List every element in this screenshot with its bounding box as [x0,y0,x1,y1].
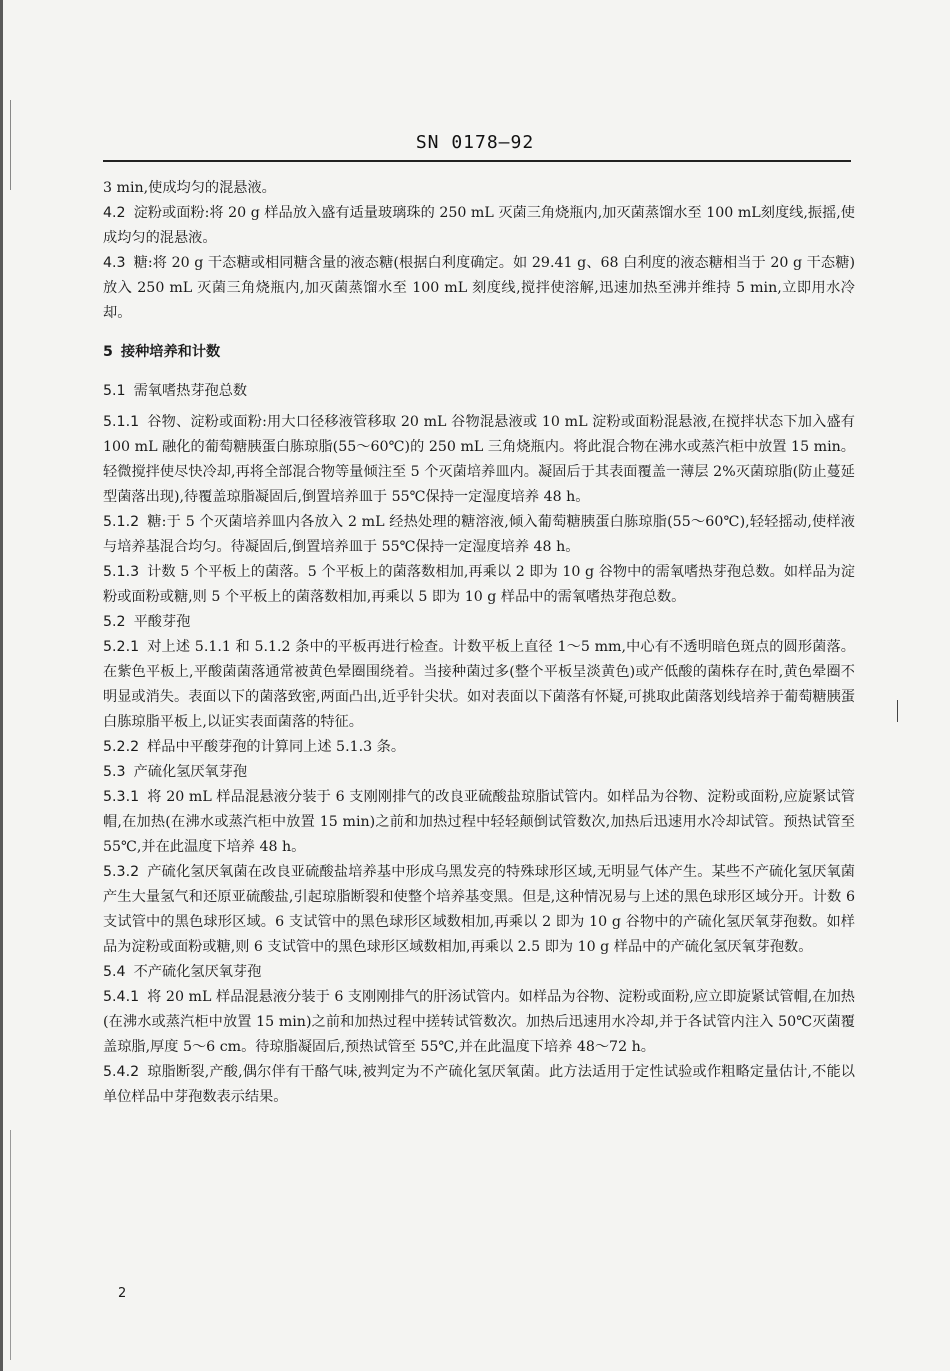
clause-text: 产硫化氢厌氧菌在改良亚硫酸盐培养基中形成乌黑发亮的特殊球形区域,无明显气体产生。某些不产硫化氢厌氧菌产生大量氢气和还原亚硫酸盐,引起琼脂断裂和使整个培养基变黑。但是,这种情况易与上述的黑色球形区域分开。计数 6 支试管中的黑色球形区域。6 支试管中的黑色球形区域数相加,再乘以 2 即为 10 g 谷物中的产硫化氢厌氧芽孢数。如样品为淀粉或面粉或糖,则 6 支试管中的黑色球形区域数相加,再乘以 2.5 即为 10 g 样品中的产硫化氢厌氧芽孢数。 [103,864,855,955]
clause-number: 5.2 [103,614,126,630]
page-number: 2 [118,1286,127,1301]
clause-text: 糖:将 20 g 干态糖或相同糖含量的液态糖(根据白利度确定。如 29.41 g、68 白利度的液态糖相当于 20 g 干态糖)放入 250 mL 灭菌三角烧瓶内,加灭菌蒸馏水至 100 mL 刻度线,搅拌使溶解,迅速加热至沸并维持 5 min,立即用水冷却。 [103,255,855,321]
paragraph-text: 3 min,使成均匀的混悬液。 [103,180,276,196]
clause-number: 5.4 [103,964,126,980]
clause-text: 琼脂断裂,产酸,偶尔伴有干酪气味,被判定为不产硫化氢厌氧菌。此方法适用于定性试验或作粗略定量估计,不能以单位样品中芽孢数表示结果。 [103,1064,855,1105]
document-body [103,176,855,1110]
clause-5-4-2 [103,1060,855,1110]
clause-number: 5.3.1 [103,789,140,805]
clause-title: 平酸芽孢 [133,614,191,630]
clause-5-3-1 [103,785,855,860]
paragraph-continuation [103,176,855,201]
clause-5-3 [103,760,855,785]
section-heading-5 [103,340,855,365]
clause-5-1-1 [103,410,855,510]
clause-text: 计数 5 个平板上的菌落。5 个平板上的菌落数相加,再乘以 2 即为 10 g 谷物中的需氧嗜热芽孢总数。如样品为淀粉或面粉或糖,则 5 个平板上的菌落数相加,再乘以 5 即为 10 g 样品中的需氧嗜热芽孢总数。 [103,564,855,605]
clause-number: 5.1 [103,383,126,399]
clause-text: 将 20 mL 样品混悬液分装于 6 支刚刚排气的肝汤试管内。如样品为谷物、淀粉或面粉,应立即旋紧试管帽,在加热(在沸水或蒸汽柜中放置 15 min)之前和加热过程中搓转试管数次。加热后迅速用水冷却,并于各试管内注入 50℃灭菌覆盖琼脂,厚度 5～6 cm。待琼脂凝固后,预热试管至 55℃,并在此温度下培养 48～72 h。 [103,989,855,1055]
clause-text: 淀粉或面粉:将 20 g 样品放入盛有适量玻璃珠的 250 mL 灭菌三角烧瓶内,加灭菌蒸馏水至 100 mL刻度线,振摇,使成均匀的混悬液。 [103,205,855,246]
clause-number: 5.2.2 [103,739,140,755]
clause-number: 5.1.1 [103,414,140,430]
clause-number: 5.1.3 [103,564,140,580]
document-code-header: SN 0178—92 [415,132,535,153]
clause-title: 产硫化氢厌氧芽孢 [133,764,248,780]
clause-text: 糖:于 5 个灭菌培养皿内各放入 2 mL 经热处理的糖溶液,倾入葡萄糖胰蛋白胨琼脂(55～60℃),轻轻摇动,使样液与培养基混合均匀。待凝固后,倒置培养皿于 55℃保持一定湿度培养 48 h。 [103,514,855,555]
clause-text: 样品中平酸芽孢的计算同上述 5.1.3 条。 [147,739,406,755]
clause-5-4 [103,960,855,985]
section-title: 接种培养和计数 [120,344,221,360]
clause-title: 需氧嗜热芽孢总数 [133,383,248,399]
section-number: 5 [103,344,113,360]
clause-5-2-1 [103,635,855,735]
clause-5-1-2 [103,510,855,560]
clause-5-3-2 [103,860,855,960]
clause-title: 不产硫化氢厌氧芽孢 [133,964,262,980]
clause-4-3 [103,251,855,326]
clause-5-1 [103,379,855,404]
clause-text: 将 20 mL 样品混悬液分装于 6 支刚刚排气的改良亚硫酸盐琼脂试管内。如样品为谷物、淀粉或面粉,应旋紧试管帽,在加热(在沸水或蒸汽柜中放置 15 min)之前和加热过程中轻轻颠倒试管数次,加热后迅速用水冷却试管。预热试管至 55℃,并在此温度下培养 48 h。 [103,789,855,855]
clause-text: 对上述 5.1.1 和 5.1.2 条中的平板再进行检查。计数平板上直径 1～5 mm,中心有不透明暗色斑点的圆形菌落。在紫色平板上,平酸菌菌落通常被黄色晕圈围绕着。当接种菌过多(整个平板呈淡黄色)或产低酸的菌株存在时,黄色晕圈不明显或消失。表面以下的菌落致密,两面凸出,近乎针尖状。如对表面以下菌落有怀疑,可挑取此菌落划线培养于葡萄糖胰蛋白胨琼脂平板上,以证实表面菌落的特征。 [103,639,855,730]
clause-5-4-1 [103,985,855,1060]
clause-number: 5.2.1 [103,639,140,655]
clause-5-1-3 [103,560,855,610]
clause-4-2 [103,201,855,251]
header-rule [103,160,851,162]
clause-number: 4.2 [103,205,126,221]
clause-number: 5.4.1 [103,989,140,1005]
clause-number: 5.4.2 [103,1064,140,1080]
clause-number: 4.3 [103,255,126,271]
margin-mark [897,700,898,722]
scan-left-edge [0,0,3,1371]
clause-5-2-2 [103,735,855,760]
clause-number: 5.3.2 [103,864,140,880]
clause-5-2 [103,610,855,635]
clause-number: 5.1.2 [103,514,140,530]
clause-text: 谷物、淀粉或面粉:用大口径移液管移取 20 mL 谷物混悬液或 10 mL 淀粉或面粉混悬液,在搅拌状态下加入盛有 100 mL 融化的葡萄糖胰蛋白胨琼脂(55～60℃)的 250 mL 三角烧瓶内。将此混合物在沸水或蒸汽柜中放置 15 min。轻微搅拌使尽快冷却,再将全部混合物等量倾注至 5 个灭菌培养皿内。凝固后于其表面覆盖一薄层 2%灭菌琼脂(防止蔓延型菌落出现),待覆盖琼脂凝固后,倒置培养皿于 55℃保持一定湿度培养 48 h。 [103,414,855,505]
scan-margin-line [10,1130,11,1360]
clause-number: 5.3 [103,764,126,780]
